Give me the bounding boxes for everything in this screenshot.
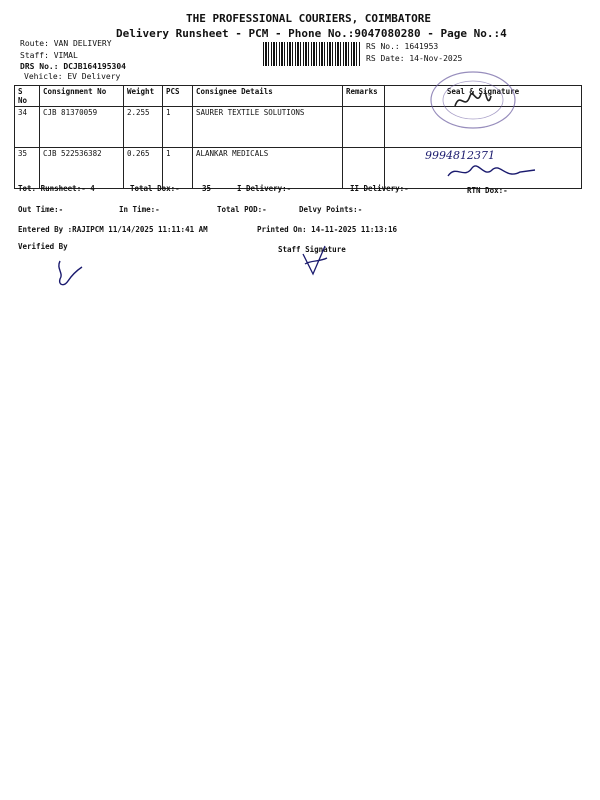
company-title: THE PROFESSIONAL COURIERS, COIMBATORE: [186, 12, 432, 25]
rs-number: RS No.: 1641953: [366, 42, 439, 51]
route-label: Route: VAN DELIVERY: [20, 39, 112, 48]
cell-consignee: ALANKAR MEDICALS: [193, 148, 343, 189]
runsheet-subtitle: Delivery Runsheet - PCM - Phone No.:9047080280 - Page No.:4: [116, 27, 507, 40]
in-time: In Time:-: [119, 205, 160, 214]
cell-pcs: 1: [163, 107, 193, 148]
cell-sno: 34: [15, 107, 40, 148]
col-header-seal: Seal & Signature: [385, 86, 582, 107]
cell-consignment: CJB 522536382: [40, 148, 124, 189]
verified-signature-icon: [50, 255, 90, 291]
cell-remarks: [343, 148, 385, 189]
printed-on: Printed On: 14-11-2025 11:13:16: [257, 225, 397, 234]
staff-signature-icon: [295, 240, 335, 280]
out-time: Out Time:-: [18, 205, 64, 214]
staff-signature-label: Staff Signature: [278, 245, 346, 254]
verified-by-label: Verified By: [18, 242, 68, 251]
ii-delivery: II Delivery:-: [350, 184, 409, 193]
cell-consignment: CJB 81370059: [40, 107, 124, 148]
total-pod: Total POD:-: [217, 205, 267, 214]
col-header-consignment: Consignment No: [40, 86, 124, 107]
col-header-sno: S No: [15, 86, 40, 107]
staff-label: Staff: VIMAL: [20, 51, 78, 60]
cell-consignee: SAURER TEXTILE SOLUTIONS: [193, 107, 343, 148]
col-header-remarks: Remarks: [343, 86, 385, 107]
vehicle-label: Vehicle: EV Delivery: [24, 72, 121, 81]
cell-sno: 35: [15, 148, 40, 189]
consignee-signature-icon: [440, 150, 540, 190]
drs-number: DRS No.: DCJB164195304: [20, 62, 126, 71]
total-dox-value: 35: [202, 184, 212, 193]
cell-seal-handwritten: 9994812371: [385, 148, 582, 189]
col-header-consignee: Consignee Details: [193, 86, 343, 107]
total-runsheet: Tot. Runsheet:- 4: [18, 184, 95, 193]
col-header-weight: Weight: [124, 86, 163, 107]
cell-pcs: 1: [163, 148, 193, 189]
total-dox-label: Total Dox:-: [130, 184, 180, 193]
i-delivery: I Delivery:-: [237, 184, 292, 193]
entered-by: Entered By :RAJIPCM 11/14/2025 11:11:41 AM: [18, 225, 208, 234]
cell-remarks: [343, 107, 385, 148]
delivery-points: Delvy Points:-: [299, 205, 363, 214]
cell-weight: 2.255: [124, 107, 163, 148]
rtn-dox: RTN Dox:-: [467, 186, 508, 195]
rs-date: RS Date: 14-Nov-2025: [366, 54, 463, 63]
seal-stamp-icon: [425, 66, 525, 146]
cell-weight: 0.265: [124, 148, 163, 189]
col-header-pcs: PCS: [163, 86, 193, 107]
barcode-image: [263, 42, 361, 66]
